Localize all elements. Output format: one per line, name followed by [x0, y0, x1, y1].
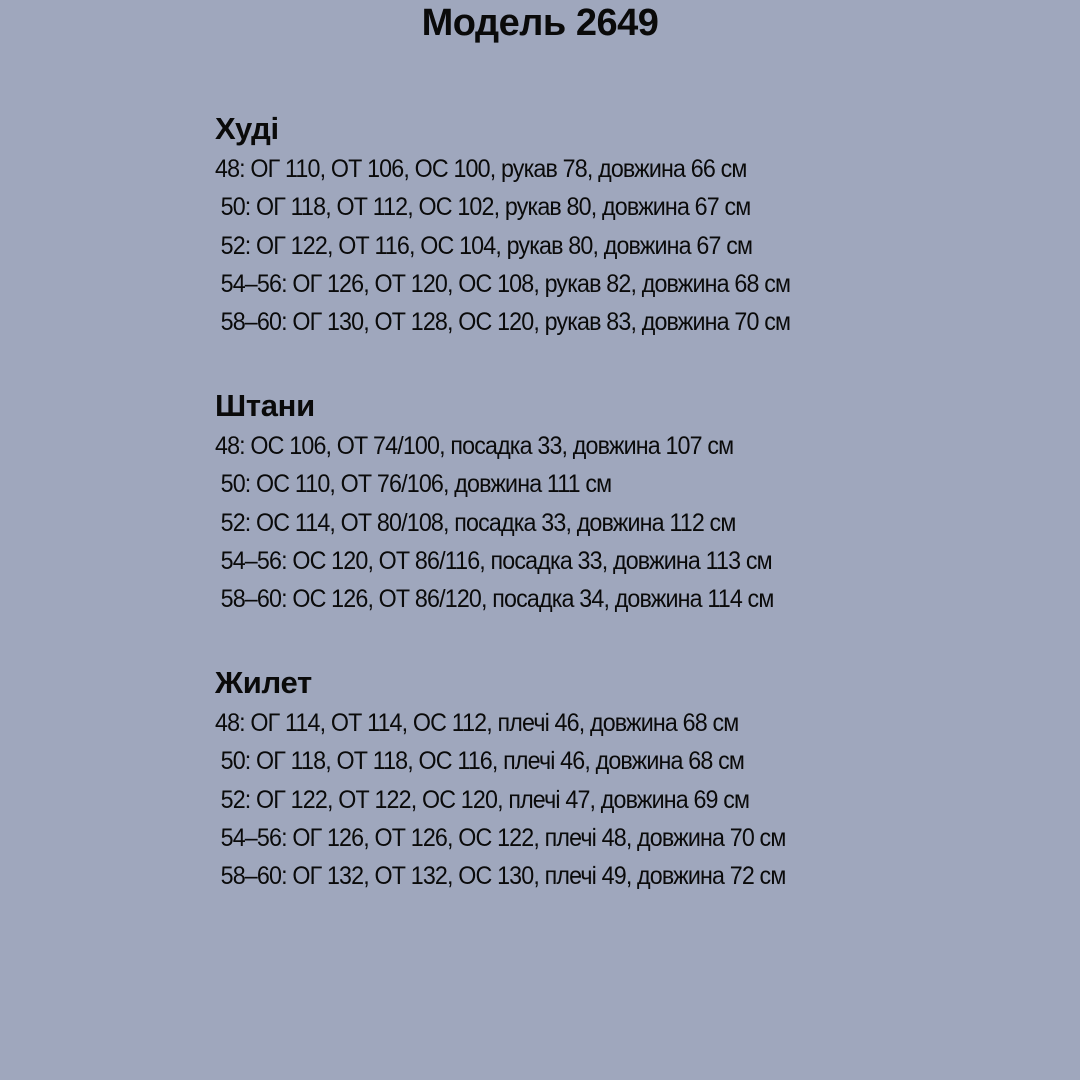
size-row: 54–56: ОС 120, ОТ 86/116, посадка 33, довжина 113 см [215, 546, 772, 575]
size-row: 48: ОГ 114, ОТ 114, ОС 112, плечі 46, довжина 68 см [215, 709, 739, 737]
size-row: 58–60: ОГ 132, ОТ 132, ОС 130, плечі 49, довжина 72 см [215, 862, 786, 891]
size-row: 48: ОС 106, ОТ 74/100, посадка 33, довжина 107 см [215, 432, 734, 460]
size-row: 58–60: ОС 126, ОТ 86/120, посадка 34, довжина 114 см [215, 585, 774, 614]
page-title: Модель 2649 [421, 2, 659, 44]
size-row: 54–56: ОГ 126, ОТ 126, ОС 122, плечі 48, довжина 70 см [215, 823, 786, 852]
section-pants [215, 385, 816, 618]
size-row: 54–56: ОГ 126, ОТ 120, ОС 108, рукав 82, довжина 68 см [215, 269, 791, 298]
section-heading: Жилет [215, 665, 312, 700]
section-heading: Худі [215, 111, 279, 146]
section-heading: Штани [215, 388, 315, 423]
size-row: 52: ОГ 122, ОТ 116, ОС 104, рукав 80, довжина 67 см [215, 231, 753, 260]
size-row: 52: ОГ 122, ОТ 122, ОС 120, плечі 47, довжина 69 см [215, 785, 750, 814]
size-row: 48: ОГ 110, ОТ 106, ОС 100, рукав 78, довжина 66 см [215, 155, 747, 183]
size-row: 58–60: ОГ 130, ОТ 128, ОС 120, рукав 83, довжина 70 см [215, 308, 791, 337]
size-row: 50: ОС 110, ОТ 76/106, довжина 111 см [215, 470, 612, 499]
section-vest [215, 662, 828, 895]
size-row: 50: ОГ 118, ОТ 118, ОС 116, плечі 46, довжина 68 см [215, 747, 745, 776]
size-row: 50: ОГ 118, ОТ 112, ОС 102, рукав 80, довжина 67 см [215, 193, 751, 222]
size-row: 52: ОС 114, ОТ 80/108, посадка 33, довжина 112 см [215, 508, 736, 537]
section-hoodie [215, 108, 833, 341]
